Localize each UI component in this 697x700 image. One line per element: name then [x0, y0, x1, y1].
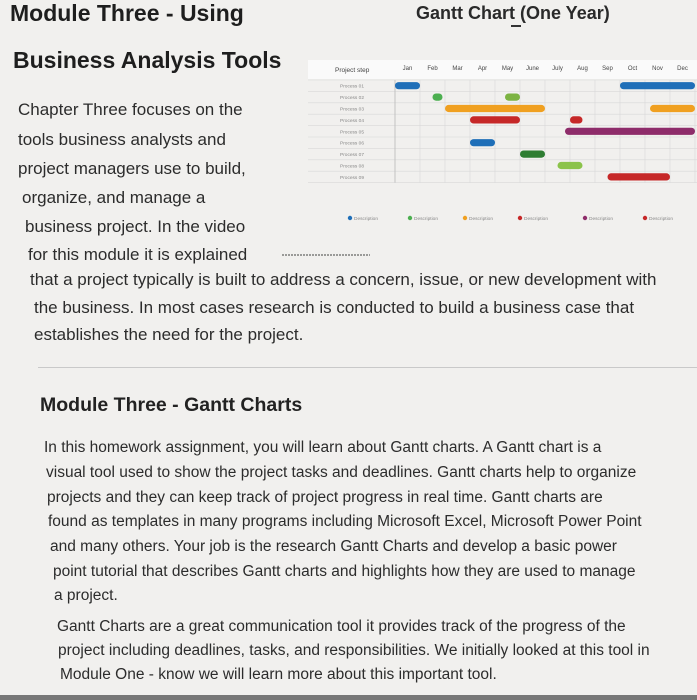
gantt-task-bar — [565, 128, 695, 135]
gantt-task-bar — [470, 116, 520, 123]
paragraph1-line: found as templates in many programs including Microsoft Excel, Microsoft Power Point — [48, 513, 642, 530]
gantt-task-label: Process 08 — [340, 164, 364, 170]
gantt-month-label: Feb — [427, 66, 438, 72]
paragraph1-line: point tutorial that describes Gantt charts and highlights how they are used to manage — [53, 563, 636, 580]
gantt-month-label: Aug — [577, 66, 588, 72]
legend-label: Description — [649, 217, 673, 222]
paragraph2-line: project including deadlines, tasks, and responsibilities. We initially looked at this tool in — [58, 642, 650, 659]
gantt-task-label: Process 05 — [340, 130, 364, 136]
gantt-month-label: Oct — [627, 66, 638, 72]
gantt-task-bar — [433, 94, 443, 101]
legend-marker — [408, 216, 412, 220]
gantt-month-label: Sep — [602, 66, 613, 72]
legend-marker — [348, 216, 352, 220]
intro-line: for this module it is explained — [28, 245, 248, 264]
paragraph1-line: and many others. Your job is the research Gantt Charts and develop a basic power — [50, 538, 617, 555]
gantt-task-label: Process 06 — [340, 141, 364, 147]
cursor-underline — [511, 25, 521, 27]
gantt-task-bar — [558, 162, 583, 169]
gantt-task-bar — [505, 94, 520, 101]
paragraph2-line: Gantt Charts are a great communication tool it provides track of the progress of the — [57, 618, 626, 635]
legend-marker — [518, 216, 522, 220]
gantt-task-label: Process 03 — [340, 107, 364, 113]
gantt-task-bar — [608, 173, 671, 180]
module-title-line1: Module Three - Using — [10, 0, 244, 26]
intro-line: that a project typically is built to address a concern, issue, or new development with — [30, 270, 657, 289]
legend-label: Description — [589, 217, 613, 222]
section-divider — [38, 367, 697, 368]
gantt-month-label: Apr — [477, 66, 488, 72]
intro-line: tools business analysts and — [18, 130, 226, 149]
gantt-task-bar — [470, 139, 495, 146]
legend-label: Description — [469, 217, 493, 222]
paragraph1-line: visual tool used to show the project tasks and deadlines. Gantt charts help to organize — [46, 464, 637, 481]
gantt-task-bar — [445, 105, 545, 112]
legend-label: Description — [414, 217, 438, 222]
gantt-chart-title: Gantt Chart (One Year) — [416, 3, 610, 23]
intro-line: the business. In most cases research is conducted to build a business case that — [34, 298, 635, 317]
legend-label: Description — [354, 217, 378, 222]
gantt-month-label: July — [552, 66, 563, 72]
gantt-task-label: Process 07 — [340, 153, 364, 159]
intro-line: organize, and manage a — [22, 188, 206, 207]
gantt-task-bar — [570, 116, 583, 123]
section-title: Module Three - Gantt Charts — [40, 394, 303, 416]
bottom-edge — [0, 695, 697, 700]
module-title-line2: Business Analysis Tools — [13, 47, 282, 73]
gantt-task-label: Process 09 — [340, 175, 364, 181]
gantt-row-header: Project step — [335, 67, 370, 74]
gantt-month-label: Mar — [452, 66, 463, 72]
gantt-task-label: Process 01 — [340, 84, 364, 90]
gantt-task-label: Process 04 — [340, 118, 364, 124]
gantt-task-bar — [650, 105, 695, 112]
gantt-task-label: Process 02 — [340, 96, 364, 102]
paragraph1-line: In this homework assignment, you will learn about Gantt charts. A Gantt chart is a — [44, 439, 602, 456]
paragraph2-line: Module One - know we will learn more about this important tool. — [60, 666, 497, 683]
paragraph1-line: a project. — [54, 587, 118, 604]
gantt-month-label: Jan — [402, 66, 413, 72]
intro-line: establishes the need for the project. — [34, 325, 304, 344]
legend-marker — [643, 216, 647, 220]
intro-line: business project. In the video — [25, 217, 246, 236]
gantt-month-label: Dec — [677, 66, 688, 72]
legend-marker — [463, 216, 467, 220]
gantt-month-label: June — [525, 66, 540, 72]
legend-label: Description — [524, 217, 548, 222]
gantt-chart — [280, 50, 697, 265]
intro-line: Chapter Three focuses on the — [18, 100, 243, 119]
gantt-month-label: Nov — [652, 66, 663, 72]
paragraph1-line: projects and they can keep track of project progress in real time. Gantt charts are — [47, 489, 603, 506]
gantt-task-bar — [620, 82, 695, 89]
gantt-task-bar — [520, 151, 545, 158]
legend-marker — [583, 216, 587, 220]
gantt-month-label: May — [501, 66, 514, 72]
intro-line: project managers use to build, — [18, 159, 246, 178]
gantt-task-bar — [395, 82, 420, 89]
